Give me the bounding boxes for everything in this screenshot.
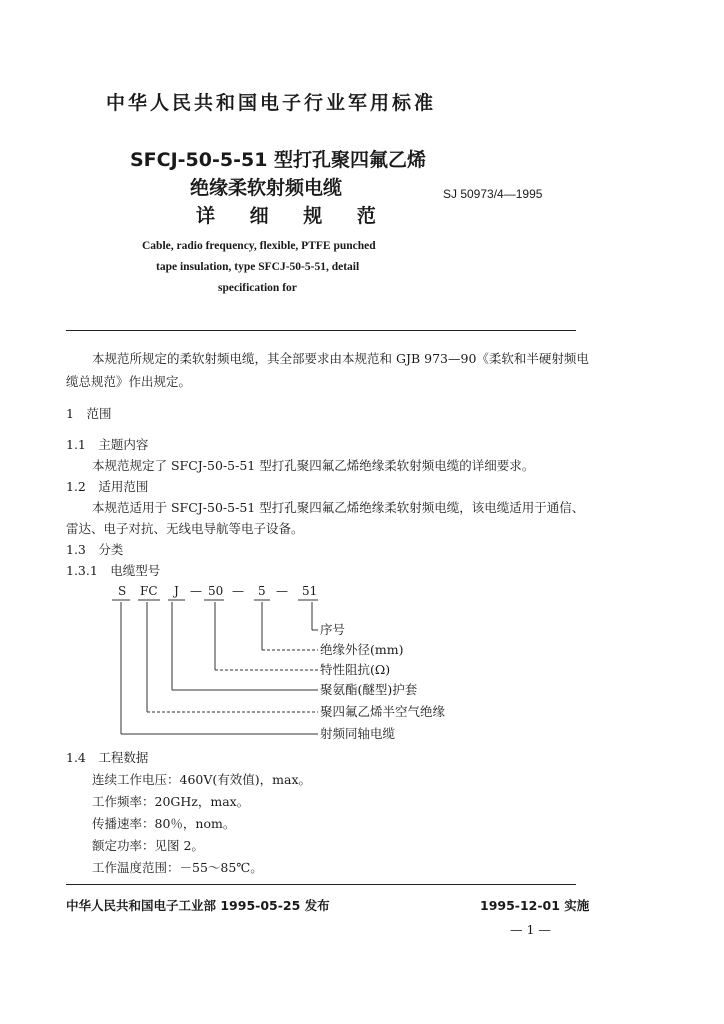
title-line-3: 详 细 规 范 xyxy=(196,205,390,227)
intro-line-2: 缆总规范》作出规定。 xyxy=(66,374,192,389)
title-line-2: 绝缘柔软射频电缆 xyxy=(190,177,343,199)
standard-code: SJ 50973/4—1995 xyxy=(443,187,543,201)
footer-issued: 中华人民共和国电子工业部 1995-05-25 发布 xyxy=(66,898,330,913)
eng-item-power: 额定功率：见图 2。 xyxy=(92,838,204,853)
code-part-j: J xyxy=(174,584,179,598)
english-title-line-1: Cable, radio frequency, flexible, PTFE punched xyxy=(142,240,376,252)
english-title-line-2: tape insulation, type SFCJ-50-5-51, detail xyxy=(156,261,360,273)
section-1-2-heading: 1.2 适用范围 xyxy=(66,479,149,494)
section-1-1-text: 本规范规定了 SFCJ-50-5-51 型打孔聚四氟乙烯绝缘柔软射频电缆的详细要求。 xyxy=(92,458,535,473)
code-label-jacket: 聚氨酯(醚型)护套 xyxy=(320,682,418,697)
code-part-s: S xyxy=(118,584,127,598)
code-label-diameter: 绝缘外径(mm) xyxy=(320,642,404,657)
code-label-cable-type: 射频同轴电缆 xyxy=(320,726,396,741)
intro-line-1: 本规范所规定的柔软射频电缆，其全部要求由本规范和 GJB 973—90《柔软和半硬射频电 xyxy=(92,351,589,366)
section-1-1-heading: 1.1 主题内容 xyxy=(66,437,149,452)
title-line-1: SFCJ-50-5-51 型打孔聚四氟乙烯 xyxy=(130,149,427,171)
code-label-serial: 序号 xyxy=(320,622,346,637)
section-1-heading: 1 范围 xyxy=(66,406,112,421)
code-dash-1: — xyxy=(190,584,202,598)
standard-header: 中华人民共和国电子行业军用标准 xyxy=(106,92,437,114)
page-number: — 1 — xyxy=(510,922,551,937)
section-1-3-1-heading: 1.3.1 电缆型号 xyxy=(66,563,161,578)
code-part-5: 5 xyxy=(258,584,266,598)
top-divider xyxy=(66,330,576,331)
section-1-3-heading: 1.3 分类 xyxy=(66,542,124,557)
eng-item-frequency: 工作频率：20GHz，max。 xyxy=(92,794,250,809)
code-part-fc: FC xyxy=(140,584,158,598)
eng-item-temperature: 工作温度范围：－55～85℃。 xyxy=(92,860,263,875)
english-title-line-3: specification for xyxy=(218,282,297,294)
eng-item-velocity: 传播速率：80％，nom。 xyxy=(92,816,236,831)
footer-effective: 1995-12-01 实施 xyxy=(480,898,590,913)
code-part-51: 51 xyxy=(302,584,318,598)
code-label-insulation: 聚四氟乙烯半空气绝缘 xyxy=(320,704,446,719)
code-dash-3: — xyxy=(276,584,288,598)
code-dash-2: — xyxy=(232,584,244,598)
eng-item-voltage: 连续工作电压：460V(有效值)，max。 xyxy=(92,772,311,787)
bottom-divider xyxy=(66,884,576,885)
code-part-50: 50 xyxy=(208,584,224,598)
section-1-2-text-2: 雷达、电子对抗、无线电导航等电子设备。 xyxy=(66,521,304,536)
section-1-4-heading: 1.4 工程数据 xyxy=(66,750,149,765)
section-1-2-text-1: 本规范适用于 SFCJ-50-5-51 型打孔聚四氟乙烯绝缘柔软射频电缆，该电缆适用于通信、 xyxy=(92,500,585,515)
code-label-impedance: 特性阻抗(Ω) xyxy=(320,662,391,677)
